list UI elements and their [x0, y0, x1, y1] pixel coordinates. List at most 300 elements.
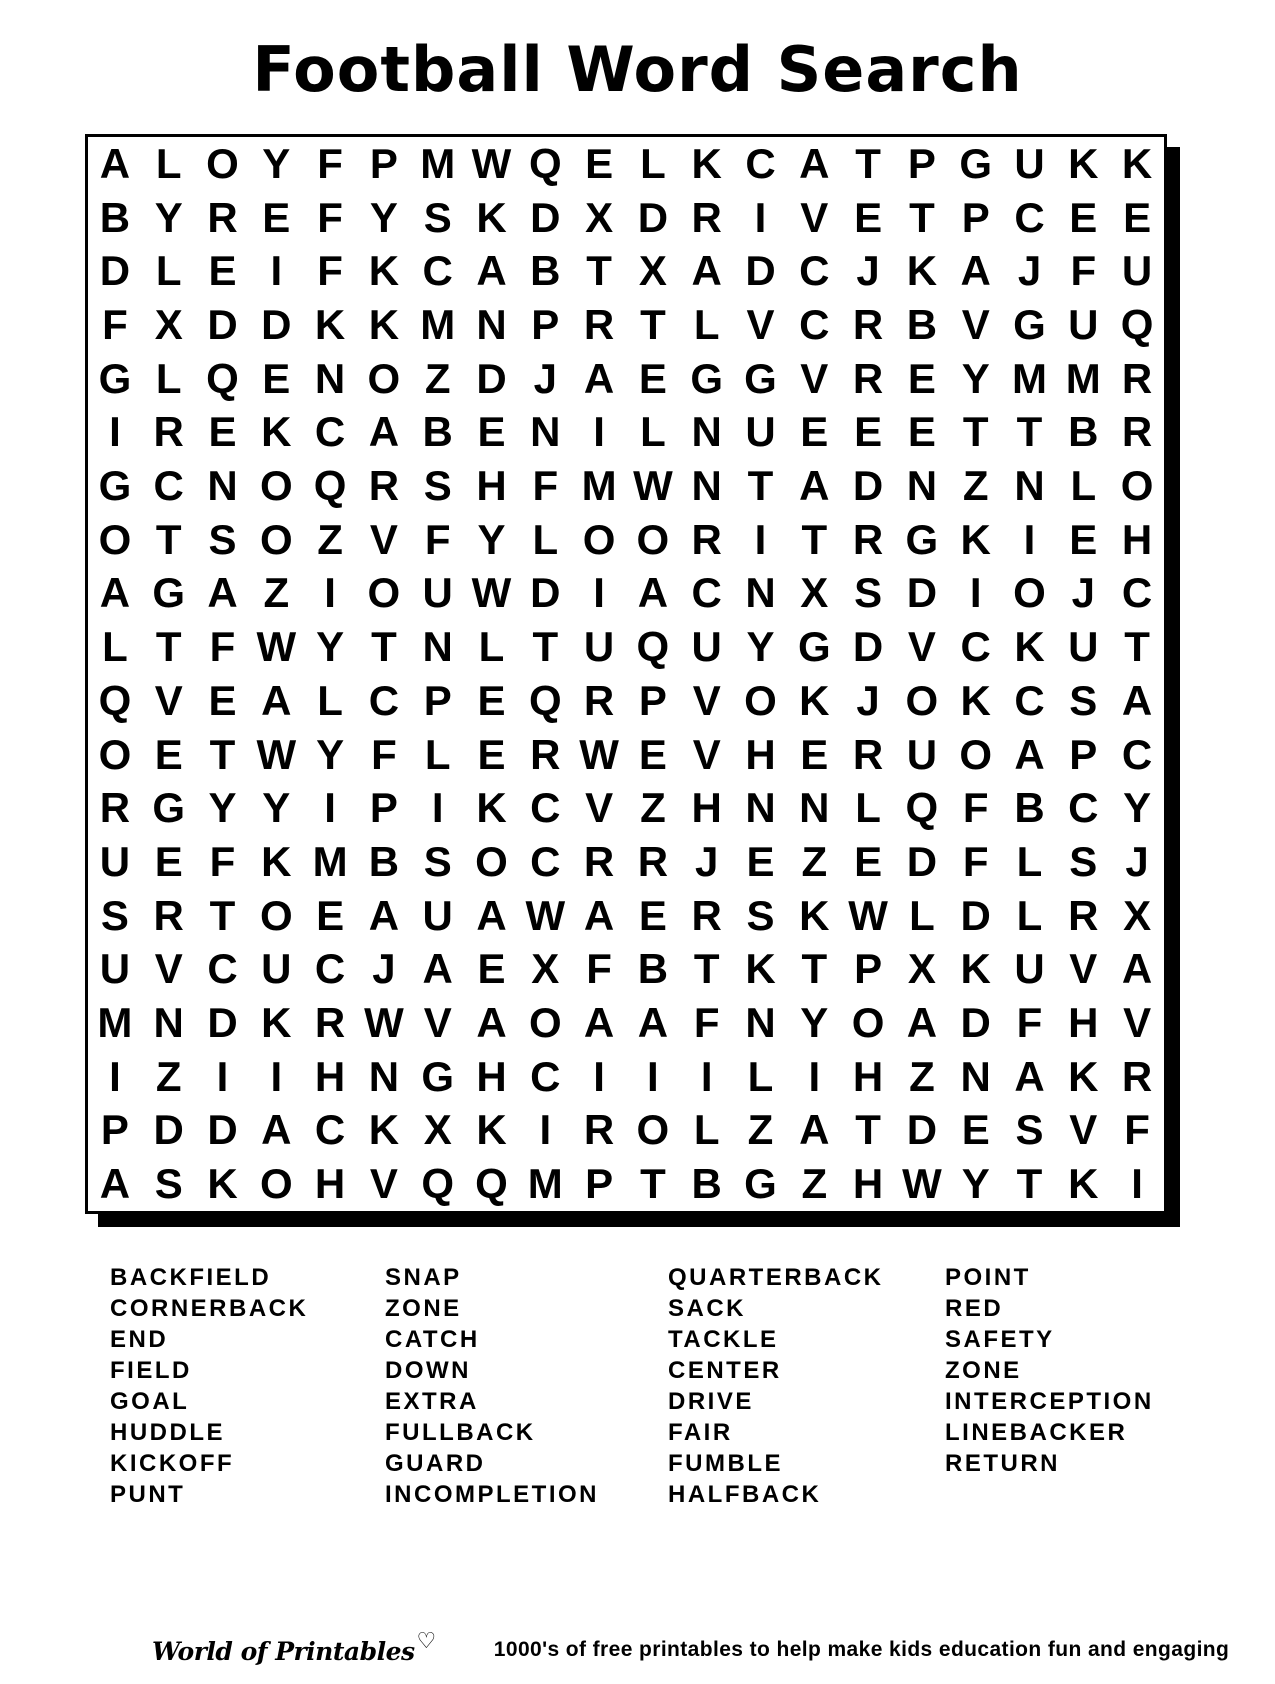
grid-cell: E	[1069, 193, 1098, 241]
grid-cell: Z	[747, 1106, 774, 1154]
grid-cell: I	[216, 1052, 229, 1100]
grid-cell: F	[102, 300, 128, 348]
grid-cell: C	[422, 247, 453, 295]
grid-cell: K	[745, 945, 776, 993]
grid-cell: N	[1014, 462, 1045, 510]
grid-cell: E	[262, 193, 291, 241]
grid-cell: H	[691, 784, 722, 832]
grid-cell: A	[583, 891, 615, 939]
grid-cell: O	[475, 837, 508, 885]
grid-cell: C	[314, 408, 346, 456]
grid-cell: K	[691, 139, 722, 187]
word-list-item: EXTRA	[385, 1388, 479, 1415]
grid-cell: N	[745, 784, 776, 832]
grid-cell: K	[1121, 139, 1153, 187]
grid-cell: M	[420, 139, 456, 187]
grid-cell: B	[691, 1160, 722, 1208]
grid-cell: F	[317, 139, 343, 187]
grid-cell: L	[155, 139, 182, 187]
grid-cell: L	[1070, 462, 1097, 510]
grid-cell: C	[368, 676, 400, 724]
grid-cell: H	[1068, 999, 1099, 1047]
grid-cell: U	[906, 730, 938, 778]
grid-cell: N	[745, 569, 776, 617]
grid-cell: G	[98, 462, 132, 510]
grid-cell: C	[1121, 569, 1153, 617]
grid-cell: C	[1068, 784, 1099, 832]
grid-cell: Z	[317, 515, 343, 563]
grid-cell: A	[637, 999, 669, 1047]
grid-cell: E	[907, 408, 936, 456]
grid-cell: U	[99, 837, 131, 885]
word-list-item: BACKFIELD	[110, 1264, 272, 1291]
grid-cell: Q	[905, 784, 939, 832]
grid-cell: T	[586, 247, 612, 295]
word-list-item: HUDDLE	[110, 1419, 225, 1446]
grid-cell: J	[1017, 247, 1042, 295]
grid-cell: B	[1014, 784, 1045, 832]
grid-cell: R	[691, 193, 722, 241]
word-list-item: PUNT	[110, 1481, 186, 1508]
grid-cell: E	[316, 891, 345, 939]
grid-cell: Z	[909, 1052, 935, 1100]
grid-cell: A	[99, 1160, 131, 1208]
grid-cell: N	[207, 462, 238, 510]
grid-cell: F	[962, 837, 989, 885]
word-list-column	[668, 1262, 945, 1510]
grid-cell: U	[1014, 945, 1045, 993]
grid-cell: M	[1065, 354, 1101, 402]
grid-cell: V	[423, 999, 452, 1047]
grid-cell: A	[476, 891, 507, 939]
grid-cell: Y	[208, 784, 237, 832]
grid-cell: K	[476, 193, 507, 241]
grid-cell: K	[799, 891, 830, 939]
grid-cell: D	[960, 999, 991, 1047]
grid-cell: T	[855, 139, 881, 187]
grid-cell: I	[754, 193, 767, 241]
grid-cell: T	[640, 1160, 666, 1208]
grid-cell: S	[208, 515, 237, 563]
grid-cell: L	[102, 623, 128, 671]
grid-cell: R	[852, 300, 884, 348]
grid-cell: R	[637, 837, 669, 885]
grid-cell: L	[747, 1052, 774, 1100]
grid-cell: K	[1068, 139, 1099, 187]
grid-cell: T	[1124, 623, 1150, 671]
grid-cell: E	[800, 408, 829, 456]
grid-cell: K	[476, 784, 507, 832]
grid-cell: B	[906, 300, 938, 348]
grid-cell: L	[855, 784, 881, 832]
grid-cell: E	[208, 676, 237, 724]
grid-cell: N	[799, 784, 830, 832]
grid-cell: K	[261, 837, 292, 885]
grid-cell: E	[854, 837, 883, 885]
grid-cell: F	[586, 945, 612, 993]
grid-cell: I	[109, 1052, 121, 1100]
grid-cell: A	[691, 247, 722, 295]
grid-cell: M	[420, 300, 456, 348]
grid-cell: D	[476, 354, 507, 402]
grid-cell: K	[207, 1160, 238, 1208]
grid-cell: O	[259, 891, 293, 939]
grid-cell: W	[256, 730, 297, 778]
grid-cell: X	[154, 300, 183, 348]
grid-cell: P	[961, 193, 990, 241]
grid-cell: E	[262, 354, 291, 402]
grid-cell: E	[907, 354, 936, 402]
grid-cell: A	[637, 569, 669, 617]
grid-cell: G	[152, 784, 186, 832]
grid-cell: D	[530, 569, 561, 617]
grid-cell: T	[693, 945, 720, 993]
grid-cell: D	[906, 569, 938, 617]
grid-cell: K	[1014, 623, 1045, 671]
grid-cell: X	[638, 247, 667, 295]
grid-cell: D	[906, 1106, 938, 1154]
grid-cell: C	[1121, 730, 1153, 778]
grid-cell: A	[476, 247, 507, 295]
grid-cell: D	[261, 300, 292, 348]
grid-cell: R	[691, 515, 722, 563]
grid-cell: W	[848, 891, 888, 939]
grid-cell: E	[477, 945, 506, 993]
grid-cell: G	[98, 354, 132, 402]
grid-cell: Z	[640, 784, 666, 832]
grid-cell: A	[422, 945, 453, 993]
word-list-item: LINEBACKER	[945, 1419, 1128, 1446]
grid-cell: I	[539, 1106, 552, 1154]
word-list-item: GUARD	[385, 1450, 486, 1477]
grid-cell: W	[471, 139, 512, 187]
grid-cell: U	[422, 891, 453, 939]
grid-cell: M	[581, 462, 617, 510]
grid-cell: D	[153, 1106, 184, 1154]
grid-cell: I	[808, 1052, 821, 1100]
grid-cell: C	[530, 1052, 561, 1100]
grid-cell: H	[314, 1052, 346, 1100]
word-list-item: QUARTERBACK	[668, 1264, 884, 1291]
grid-cell: X	[423, 1106, 452, 1154]
grid-cell: R	[852, 730, 884, 778]
grid-cell: Q	[636, 623, 670, 671]
grid-cell: D	[99, 247, 131, 295]
grid-cell: F	[424, 515, 451, 563]
grid-cell: E	[1069, 515, 1098, 563]
grid-cell: L	[532, 515, 559, 563]
grid-cell: O	[528, 999, 562, 1047]
grid-cell: Y	[477, 515, 506, 563]
grid-cell: W	[579, 730, 619, 778]
grid-cell: N	[368, 1052, 400, 1100]
grid-cell: A	[1014, 730, 1045, 778]
page-footer	[0, 1628, 1275, 1666]
grid-cell: F	[532, 462, 559, 510]
grid-cell: G	[421, 1052, 455, 1100]
grid-cell: S	[423, 837, 452, 885]
grid-cell: T	[532, 623, 559, 671]
grid-cell: A	[960, 247, 991, 295]
grid-cell: V	[746, 300, 775, 348]
word-search-grid-cells	[88, 137, 1164, 1211]
grid-cell: A	[261, 676, 292, 724]
grid-cell: K	[314, 300, 346, 348]
grid-cell: V	[369, 515, 398, 563]
grid-cell: A	[906, 999, 938, 1047]
grid-cell: N	[314, 354, 346, 402]
grid-cell: Y	[1123, 784, 1152, 832]
grid-cell: G	[744, 354, 777, 402]
grid-cell: X	[800, 569, 829, 617]
grid-cell: F	[1016, 999, 1043, 1047]
word-list-item: TACKLE	[668, 1326, 779, 1353]
grid-cell: Y	[316, 730, 345, 778]
word-list-item: RED	[945, 1295, 1004, 1322]
grid-cell: T	[371, 623, 397, 671]
grid-cell: Z	[424, 354, 451, 402]
grid-cell: C	[745, 139, 776, 187]
grid-cell: E	[154, 730, 183, 778]
grid-cell: T	[1016, 408, 1043, 456]
grid-cell: G	[905, 515, 939, 563]
grid-cell: F	[1070, 247, 1097, 295]
grid-cell: P	[369, 139, 398, 187]
grid-cell: X	[531, 945, 560, 993]
grid-cell: Y	[154, 193, 183, 241]
grid-cell: I	[593, 1052, 605, 1100]
grid-cell: U	[1068, 300, 1099, 348]
grid-cell: O	[98, 730, 132, 778]
grid-cell: F	[962, 784, 989, 832]
grid-cell: R	[583, 676, 615, 724]
grid-cell: E	[208, 408, 237, 456]
grid-cell: X	[1123, 891, 1152, 939]
grid-cell: C	[153, 462, 184, 510]
grid-cell: Y	[262, 784, 291, 832]
grid-cell: K	[368, 247, 400, 295]
grid-cell: K	[261, 408, 292, 456]
grid-cell: K	[960, 515, 991, 563]
grid-cell: T	[801, 515, 828, 563]
grid-cell: G	[690, 354, 724, 402]
grid-cell: I	[593, 569, 605, 617]
grid-cell: S	[423, 462, 452, 510]
grid-cell: R	[368, 462, 400, 510]
grid-cell: W	[471, 569, 512, 617]
grid-cell: V	[1069, 1106, 1098, 1154]
grid-cell: I	[324, 784, 336, 832]
grid-cell: P	[369, 784, 398, 832]
grid-cell: Y	[316, 623, 345, 671]
grid-cell: D	[530, 193, 561, 241]
grid-cell: O	[636, 515, 670, 563]
grid-cell: R	[314, 999, 346, 1047]
brand-logo-text: World of Printables	[152, 1637, 415, 1666]
grid-cell: O	[367, 354, 401, 402]
grid-cell: A	[1121, 676, 1153, 724]
grid-cell: M	[527, 1160, 563, 1208]
grid-cell: F	[1124, 1106, 1150, 1154]
grid-cell: S	[746, 891, 775, 939]
grid-cell: T	[855, 1106, 881, 1154]
grid-cell: E	[854, 193, 883, 241]
grid-cell: E	[477, 730, 506, 778]
grid-cell: A	[368, 891, 400, 939]
grid-cell: S	[154, 1160, 183, 1208]
grid-cell: H	[852, 1160, 884, 1208]
grid-cell: K	[1068, 1160, 1099, 1208]
grid-cell: E	[746, 837, 775, 885]
grid-cell: T	[155, 623, 182, 671]
grid-cell: G	[1013, 300, 1046, 348]
grid-cell: F	[209, 837, 236, 885]
word-list-item: HALFBACK	[668, 1481, 822, 1508]
grid-cell: J	[856, 676, 880, 724]
grid-cell: H	[1121, 515, 1153, 563]
word-list-item: CENTER	[668, 1357, 782, 1384]
grid-cell: I	[324, 569, 336, 617]
grid-cell: D	[906, 837, 938, 885]
grid-cell: A	[799, 1106, 830, 1154]
grid-cell: K	[368, 1106, 400, 1154]
grid-cell: E	[477, 408, 506, 456]
grid-cell: R	[1121, 354, 1153, 402]
grid-cell: Y	[746, 623, 775, 671]
grid-cell: R	[583, 837, 615, 885]
grid-cell: D	[207, 1106, 238, 1154]
grid-cell: L	[640, 139, 666, 187]
grid-cell: S	[1015, 1106, 1044, 1154]
grid-cell: Z	[801, 1160, 828, 1208]
grid-cell: T	[640, 300, 666, 348]
grid-cell: H	[476, 462, 507, 510]
grid-cell: L	[1016, 891, 1043, 939]
grid-cell: U	[261, 945, 292, 993]
grid-cell: B	[99, 193, 131, 241]
grid-cell: S	[854, 569, 883, 617]
grid-cell: C	[1014, 193, 1045, 241]
grid-cell: K	[799, 676, 830, 724]
grid-cell: A	[799, 139, 830, 187]
grid-cell: Q	[421, 1160, 455, 1208]
grid-cell: N	[906, 462, 938, 510]
grid-cell: Z	[155, 1052, 182, 1100]
grid-cell: V	[692, 676, 721, 724]
grid-cell: T	[209, 730, 236, 778]
word-list-item: FUMBLE	[668, 1450, 783, 1477]
grid-cell: N	[960, 1052, 991, 1100]
word-list-item: DRIVE	[668, 1388, 754, 1415]
grid-cell: Z	[962, 462, 989, 510]
grid-cell: R	[153, 891, 184, 939]
grid-cell: Q	[206, 354, 239, 402]
grid-cell: I	[270, 1052, 283, 1100]
grid-cell: T	[962, 408, 989, 456]
grid-cell: P	[100, 1106, 129, 1154]
grid-cell: O	[259, 1160, 293, 1208]
grid-cell: I	[593, 408, 605, 456]
grid-cell: O	[259, 462, 293, 510]
grid-cell: B	[637, 945, 669, 993]
grid-cell: E	[585, 139, 614, 187]
word-list-item: CORNERBACK	[110, 1295, 309, 1322]
grid-cell: K	[1068, 1052, 1099, 1100]
grid-cell: D	[207, 300, 238, 348]
grid-cell: P	[638, 676, 667, 724]
grid-cell: H	[476, 1052, 507, 1100]
word-list-item: SAFETY	[945, 1326, 1055, 1353]
grid-cell: A	[261, 1106, 292, 1154]
grid-cell: N	[422, 623, 453, 671]
grid-cell: N	[691, 408, 722, 456]
grid-cell: B	[530, 247, 561, 295]
grid-cell: V	[369, 1160, 398, 1208]
word-list-item: GOAL	[110, 1388, 190, 1415]
grid-cell: L	[1016, 837, 1043, 885]
word-list-item: INCOMPLETION	[385, 1481, 599, 1508]
grid-cell: O	[905, 676, 939, 724]
grid-cell: O	[582, 515, 616, 563]
grid-cell: C	[960, 623, 991, 671]
grid-cell: T	[909, 193, 935, 241]
grid-cell: E	[854, 408, 883, 456]
grid-cell: Y	[961, 1160, 990, 1208]
grid-cell: R	[530, 730, 561, 778]
grid-cell: X	[585, 193, 614, 241]
grid-cell: E	[1123, 193, 1152, 241]
grid-cell: F	[371, 730, 397, 778]
grid-cell: R	[583, 300, 615, 348]
grid-cell: C	[691, 569, 722, 617]
word-list-item: INTERCEPTION	[945, 1388, 1154, 1415]
grid-cell: V	[907, 623, 936, 671]
grid-cell: W	[256, 623, 297, 671]
grid-cell: B	[368, 837, 400, 885]
grid-cell: H	[852, 1052, 884, 1100]
word-list-column	[385, 1262, 668, 1510]
grid-cell: K	[906, 247, 938, 295]
grid-cell: O	[98, 515, 132, 563]
grid-cell: Y	[262, 139, 291, 187]
grid-cell: R	[153, 408, 184, 456]
grid-cell: R	[99, 784, 131, 832]
grid-cell: V	[1123, 999, 1152, 1047]
grid-cell: F	[693, 999, 720, 1047]
grid-cell: U	[691, 623, 722, 671]
grid-cell: O	[1013, 569, 1046, 617]
grid-cell: N	[153, 999, 184, 1047]
grid-cell: I	[431, 784, 444, 832]
grid-cell: D	[852, 623, 884, 671]
grid-cell: R	[207, 193, 238, 241]
word-list-item: POINT	[945, 1264, 1031, 1291]
grid-cell: R	[1121, 1052, 1153, 1100]
grid-cell: A	[1014, 1052, 1045, 1100]
grid-cell: L	[317, 676, 343, 724]
grid-cell: E	[800, 730, 829, 778]
grid-cell: O	[259, 515, 293, 563]
grid-cell: V	[154, 945, 183, 993]
grid-cell: E	[208, 247, 237, 295]
grid-cell: R	[852, 515, 884, 563]
grid-cell: K	[261, 999, 292, 1047]
grid-cell: S	[100, 891, 129, 939]
grid-cell: E	[638, 354, 667, 402]
grid-cell: P	[585, 1160, 614, 1208]
grid-cell: Q	[313, 462, 347, 510]
grid-cell: Y	[961, 354, 990, 402]
